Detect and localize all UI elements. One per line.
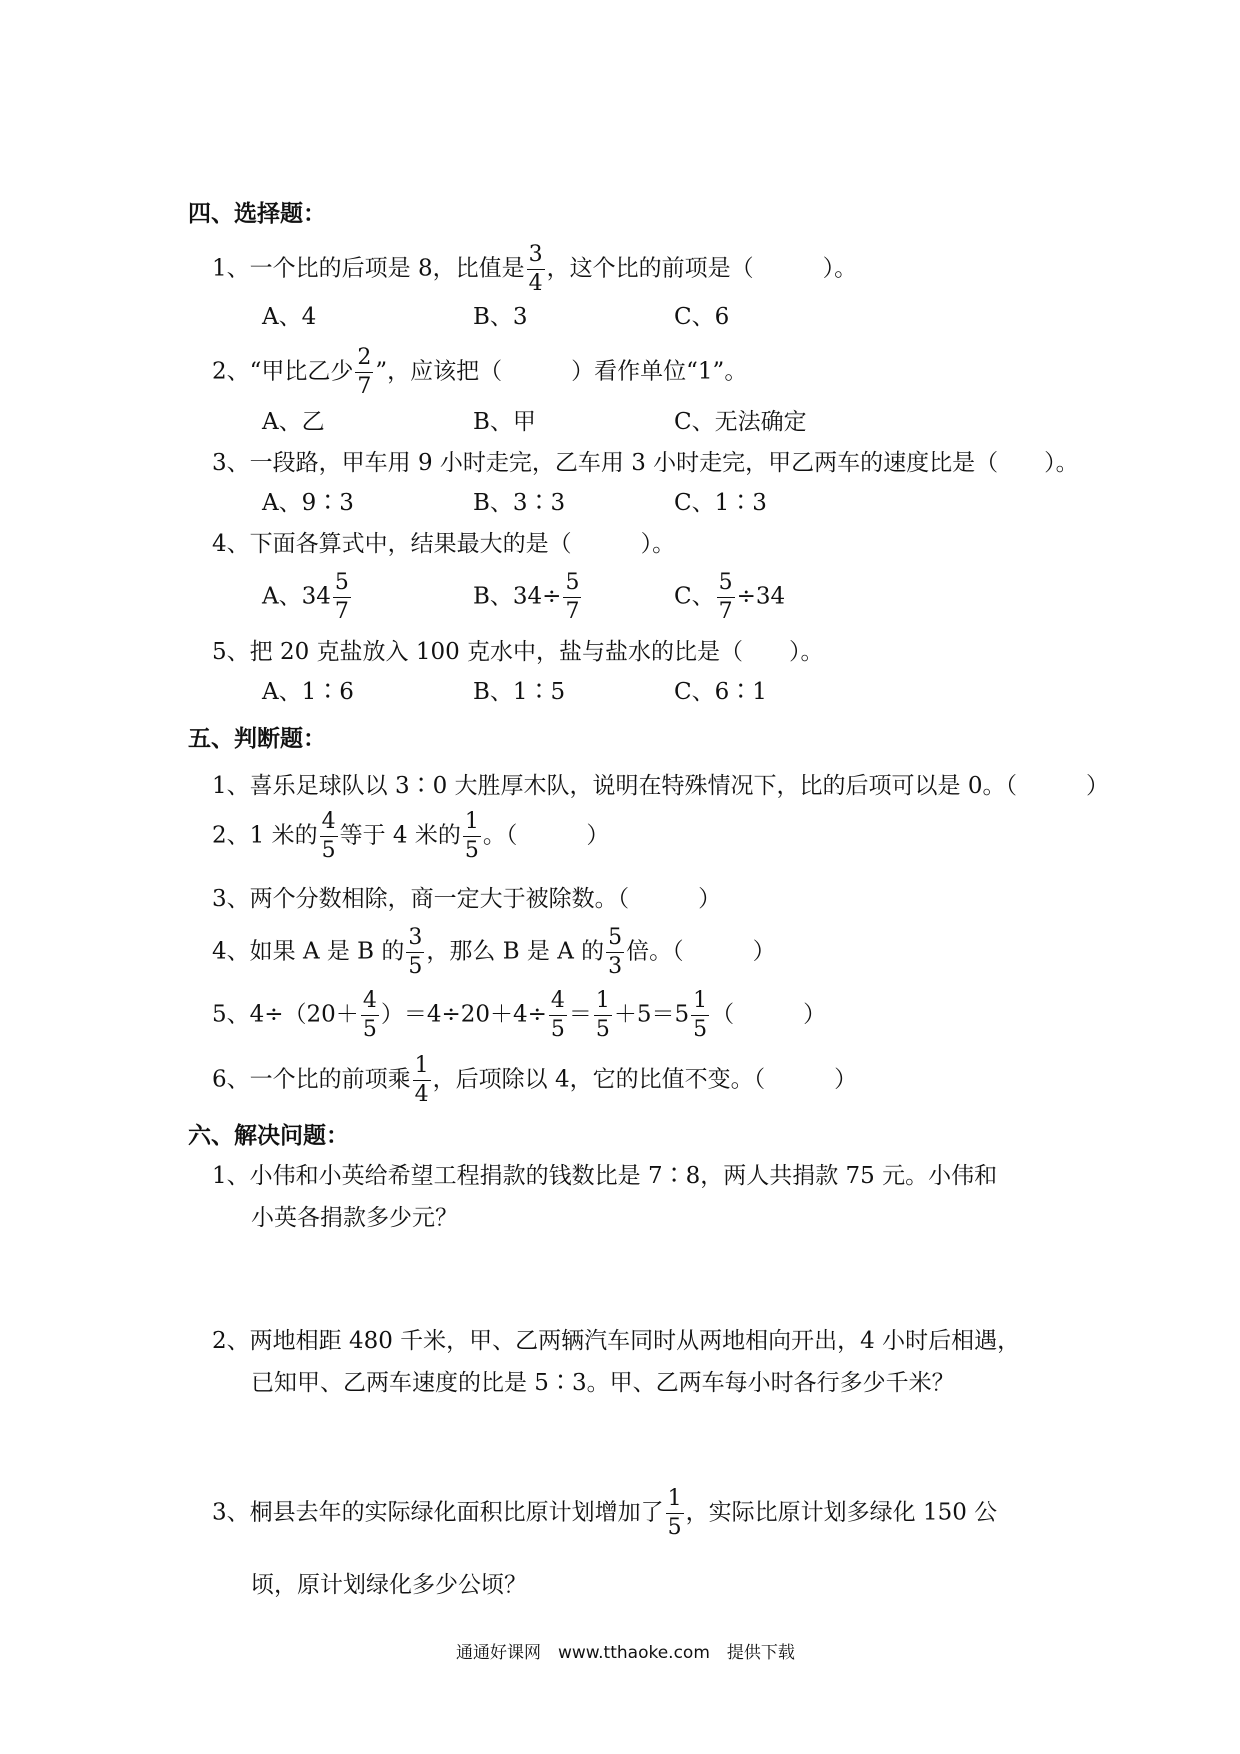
option-a: A、乙 xyxy=(262,409,325,435)
option-c: C、1∶3 xyxy=(674,490,767,516)
fraction: $\frac{3}{4}$ xyxy=(528,242,543,296)
fraction: $\frac{3}{5}$ xyxy=(408,925,423,979)
question-5-5: 5、4÷（20＋ $\frac{4}{5}$ ）＝4÷20＋4÷ $\frac{4}{5}$ ＝ $\frac{1}{5}$ ＋5＝5 $\frac{1}{5}$ （ ） xyxy=(212,988,827,1042)
section-title-choice: 四、选择题： xyxy=(188,201,326,227)
question-4-3: 3、一段路，甲车用 9 小时走完，乙车用 3 小时走完，甲乙两车的速度比是（ ）。 xyxy=(212,450,1079,476)
fraction: $\frac{5}{7}$ xyxy=(718,570,733,624)
fraction: $\frac{1}{5}$ xyxy=(667,1486,682,1540)
option-c: C、无法确定 xyxy=(674,409,807,435)
fraction: $\frac{4}{5}$ xyxy=(321,809,336,863)
option-c: C、6∶1 xyxy=(674,679,767,705)
question-4-5: 5、把 20 克盐放入 100 克水中，盐与盐水的比是（ ）。 xyxy=(212,639,824,665)
option-b: B、甲 xyxy=(473,409,536,435)
question-6-1-line1: 1、小伟和小英给希望工程捐款的钱数比是 7∶8，两人共捐款 75 元。小伟和 xyxy=(212,1163,998,1189)
fraction: $\frac{2}{7}$ xyxy=(357,345,372,399)
question-4-1 xyxy=(212,244,857,295)
question-6-1-line2: 小英各捐款多少元？ xyxy=(251,1205,458,1231)
option-b: B、1∶5 xyxy=(473,679,566,705)
fraction: $\frac{1}{4}$ xyxy=(414,1053,429,1107)
fraction: $\frac{4}{5}$ xyxy=(550,988,565,1042)
footer-credit: 通通好课网 www.tthaoke.com 提供下载 xyxy=(456,1643,795,1663)
question-6-3-line2: 顷，原计划绿化多少公顷？ xyxy=(251,1572,527,1598)
option-c: C、6 xyxy=(674,304,730,330)
question-6-2-line2: 已知甲、乙两车速度的比是 5∶3。甲、乙两车每小时各行多少千米？ xyxy=(251,1370,955,1396)
section-title-judgment: 五、判断题： xyxy=(188,726,326,752)
option-b: B、34÷ $\frac{5}{7}$ xyxy=(473,570,580,624)
question-6-2-line1: 2、两地相距 480 千米，甲、乙两辆汽车同时从两地相向开出，4 小时后相遇， xyxy=(212,1328,1021,1354)
question-5-1: 1、喜乐足球队以 3∶0 大胜厚木队，说明在特殊情况下，比的后项可以是 0。（ ） xyxy=(212,773,1109,799)
option-a: A、4 xyxy=(262,304,317,330)
fraction: $\frac{5}{7}$ xyxy=(334,570,349,624)
question-5-6: 6、一个比的前项乘 $\frac{1}{4}$ ，后项除以 4，它的比值不变。（ ） xyxy=(212,1053,858,1107)
fraction: $\frac{1}{5}$ xyxy=(595,988,610,1042)
question-5-2: 2、1 米的 $\frac{4}{5}$ 等于 4 米的 $\frac{1}{5}$ 。（ ） xyxy=(212,809,610,863)
section-title-problems: 六、解决问题： xyxy=(188,1123,349,1149)
question-5-3: 3、两个分数相除，商一定大于被除数。（ ） xyxy=(212,886,722,912)
question-5-4: 4、如果 A 是 B 的 $\frac{3}{5}$ ，那么 B 是 A 的 $\frac{5}{3}$ 倍。（ ） xyxy=(212,925,776,979)
option-b: B、3∶3 xyxy=(473,490,566,516)
question-4-4: 4、下面各算式中，结果最大的是（ ）。 xyxy=(212,531,676,557)
option-a: A、1∶6 xyxy=(262,679,354,705)
question-text: 1、一个比的后项是 8，比值是 xyxy=(212,255,525,282)
question-4-2 xyxy=(212,347,747,398)
question-text: ，这个比的前项是（ ）。 xyxy=(546,255,858,282)
question-text: ”，应该把（ ）看作单位“1”。 xyxy=(375,358,748,385)
fraction: $\frac{4}{5}$ xyxy=(362,988,377,1042)
question-text: 2、“甲比乙少 xyxy=(212,358,354,385)
option-a: A、34 $\frac{5}{7}$ xyxy=(262,570,349,624)
fraction: $\frac{1}{5}$ xyxy=(464,809,479,863)
fraction: $\frac{1}{5}$ xyxy=(693,988,708,1042)
option-b: B、3 xyxy=(473,304,528,330)
fraction: $\frac{5}{3}$ xyxy=(608,925,623,979)
question-6-3-line1: 3、桐县去年的实际绿化面积比原计划增加了 $\frac{1}{5}$ ，实际比原计划多绿化 150 公 xyxy=(212,1486,998,1540)
option-a: A、9∶3 xyxy=(262,490,354,516)
option-c: C、 $\frac{5}{7}$ ÷34 xyxy=(674,570,786,624)
fraction: $\frac{5}{7}$ xyxy=(565,570,580,624)
